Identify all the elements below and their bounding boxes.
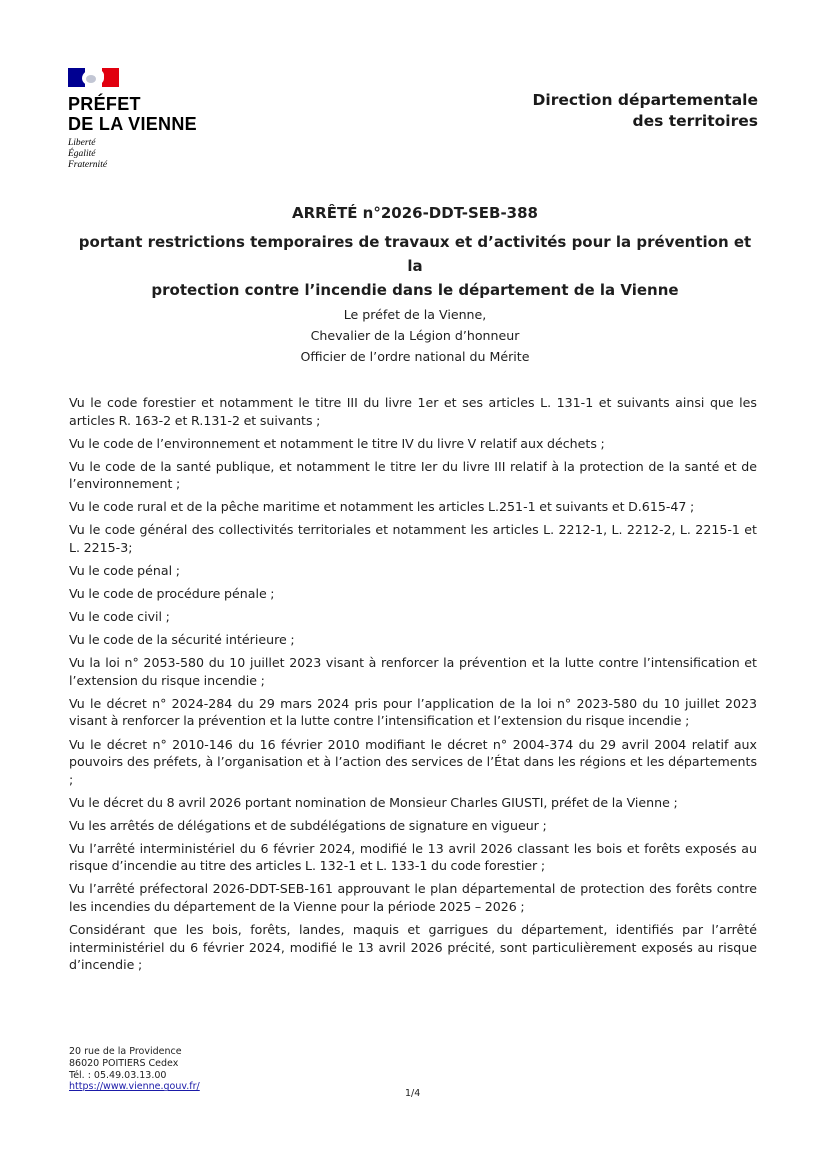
logo-line-1: PRÉFET: [68, 94, 141, 114]
footer-address: [69, 1046, 200, 1093]
footer-phone: Tél. : 05.49.03.13.00: [69, 1069, 167, 1081]
logo-line-2: DE LA VIENNE: [68, 114, 197, 134]
marianne-icon: [82, 69, 104, 86]
recital-paragraph: Vu le code de procédure pénale ;: [69, 586, 275, 602]
recital-paragraph: Vu le code de l’environnement et notamment le titre IV du livre V relatif aux déchets ;: [69, 435, 605, 451]
decree-body: [69, 394, 757, 979]
decree-subject: [70, 230, 760, 302]
decree-subject-line-2: protection contre l’incendie dans le département de la Vienne: [151, 281, 679, 299]
recital-paragraph: Vu le décret du 8 avril 2026 portant nomination de Monsieur Charles GIUSTI, préfet de la Vienne ;: [69, 794, 678, 810]
recital-paragraph: Vu le décret n° 2010-146 du 16 février 2010 modifiant le décret n° 2004-374 du 29 avril 2004 relatif aux pouvoirs des préfets, à l’organisation et à l’action des services de l’État dans les régions et les départements ;: [69, 736, 757, 787]
recital-paragraph: Vu le code pénal ;: [69, 562, 180, 578]
motto-liberte: Liberté: [68, 138, 96, 148]
motto-fraternite: Fraternité: [68, 160, 108, 170]
footer-street: 20 rue de la Providence: [69, 1046, 182, 1057]
prefet-block: [70, 304, 760, 367]
french-flag-icon: [68, 68, 119, 87]
page-number: 1/4: [405, 1088, 421, 1099]
decree-subject-line-1: portant restrictions temporaires de travaux et d’activités pour la prévention et la: [78, 233, 752, 275]
recital-paragraph: Vu le code de la santé publique, et notamment le titre Ier du livre III relatif à la protection de la santé et de l’environnement ;: [69, 458, 757, 492]
recital-paragraph: Vu le code général des collectivités territoriales et notamment les articles L. 2212-1, L. 2212-2, L. 2215-1 et L. 2215-3;: [69, 522, 757, 555]
direction-line-2: des territoires: [632, 112, 758, 130]
recital-paragraph: Vu la loi n° 2053-580 du 10 juillet 2023 visant à renforcer la prévention et la lutte contre l’intensification et l’extension du risque incendie ;: [69, 655, 757, 688]
recital-paragraph: Vu le code civil ;: [69, 609, 170, 625]
decree-number: ARRÊTÉ n°2026-DDT-SEB-388: [292, 204, 538, 222]
website-link[interactable]: https://www.vienne.gouv.fr/: [69, 1081, 200, 1093]
recital-paragraph: Vu le code rural et de la pêche maritime et notamment les articles L.251-1 et suivants et D.615-47 ;: [69, 499, 695, 515]
recital-paragraph: Vu les arrêtés de délégations et de subdélégations de signature en vigueur ;: [69, 817, 547, 833]
recital-paragraph: Vu l’arrêté interministériel du 6 février 2024, modifié le 13 avril 2026 classant les bois et forêts exposés au risque d’incendie au titre des articles L. 132-1 et L. 133-1 du code forestier ;: [69, 840, 757, 874]
recital-paragraph: Vu le code forestier et notamment le titre III du livre 1er et ses articles L. 131-1 et suivants ainsi que les articles R. 163-2 et R.131-2 et suivants ;: [69, 395, 757, 428]
decree-title: [70, 203, 760, 302]
recital-paragraph: Vu le code de la sécurité intérieure ;: [69, 632, 295, 648]
prefet-honour-2: Officier de l’ordre national du Mérite: [300, 349, 530, 364]
recital-paragraph: Vu l’arrêté préfectoral 2026-DDT-SEB-161 approuvant le plan départemental de protection des forêts contre les incendies du département de la Vienne pour la période 2025 – 2026 ;: [69, 881, 757, 914]
issuing-direction: [533, 90, 758, 132]
prefet-title: Le préfet de la Vienne,: [343, 307, 487, 322]
prefecture-logo: [68, 68, 218, 171]
motto-egalite: Égalité: [68, 149, 96, 159]
considering-paragraph: Considérant que les bois, forêts, landes, maquis et garrigues du département, identifiés par l’arrêté interministériel du 6 février 2024, modifié le 13 avril 2026 précité, sont particulièrement exposés au risque d’incendie ;: [69, 922, 757, 972]
prefet-honour-1: Chevalier de la Légion d’honneur: [310, 328, 520, 343]
republic-motto: [68, 138, 218, 171]
footer-city: 86020 POITIERS Cedex: [69, 1057, 179, 1069]
recital-paragraph: Vu le décret n° 2024-284 du 29 mars 2024 pris pour l’application de la loi n° 2023-580 du 10 juillet 2023 visant à renforcer la prévention et la lutte contre l’intensification et l’extension du risque incendie ;: [69, 695, 757, 729]
direction-line-1: Direction départementale: [532, 91, 758, 109]
